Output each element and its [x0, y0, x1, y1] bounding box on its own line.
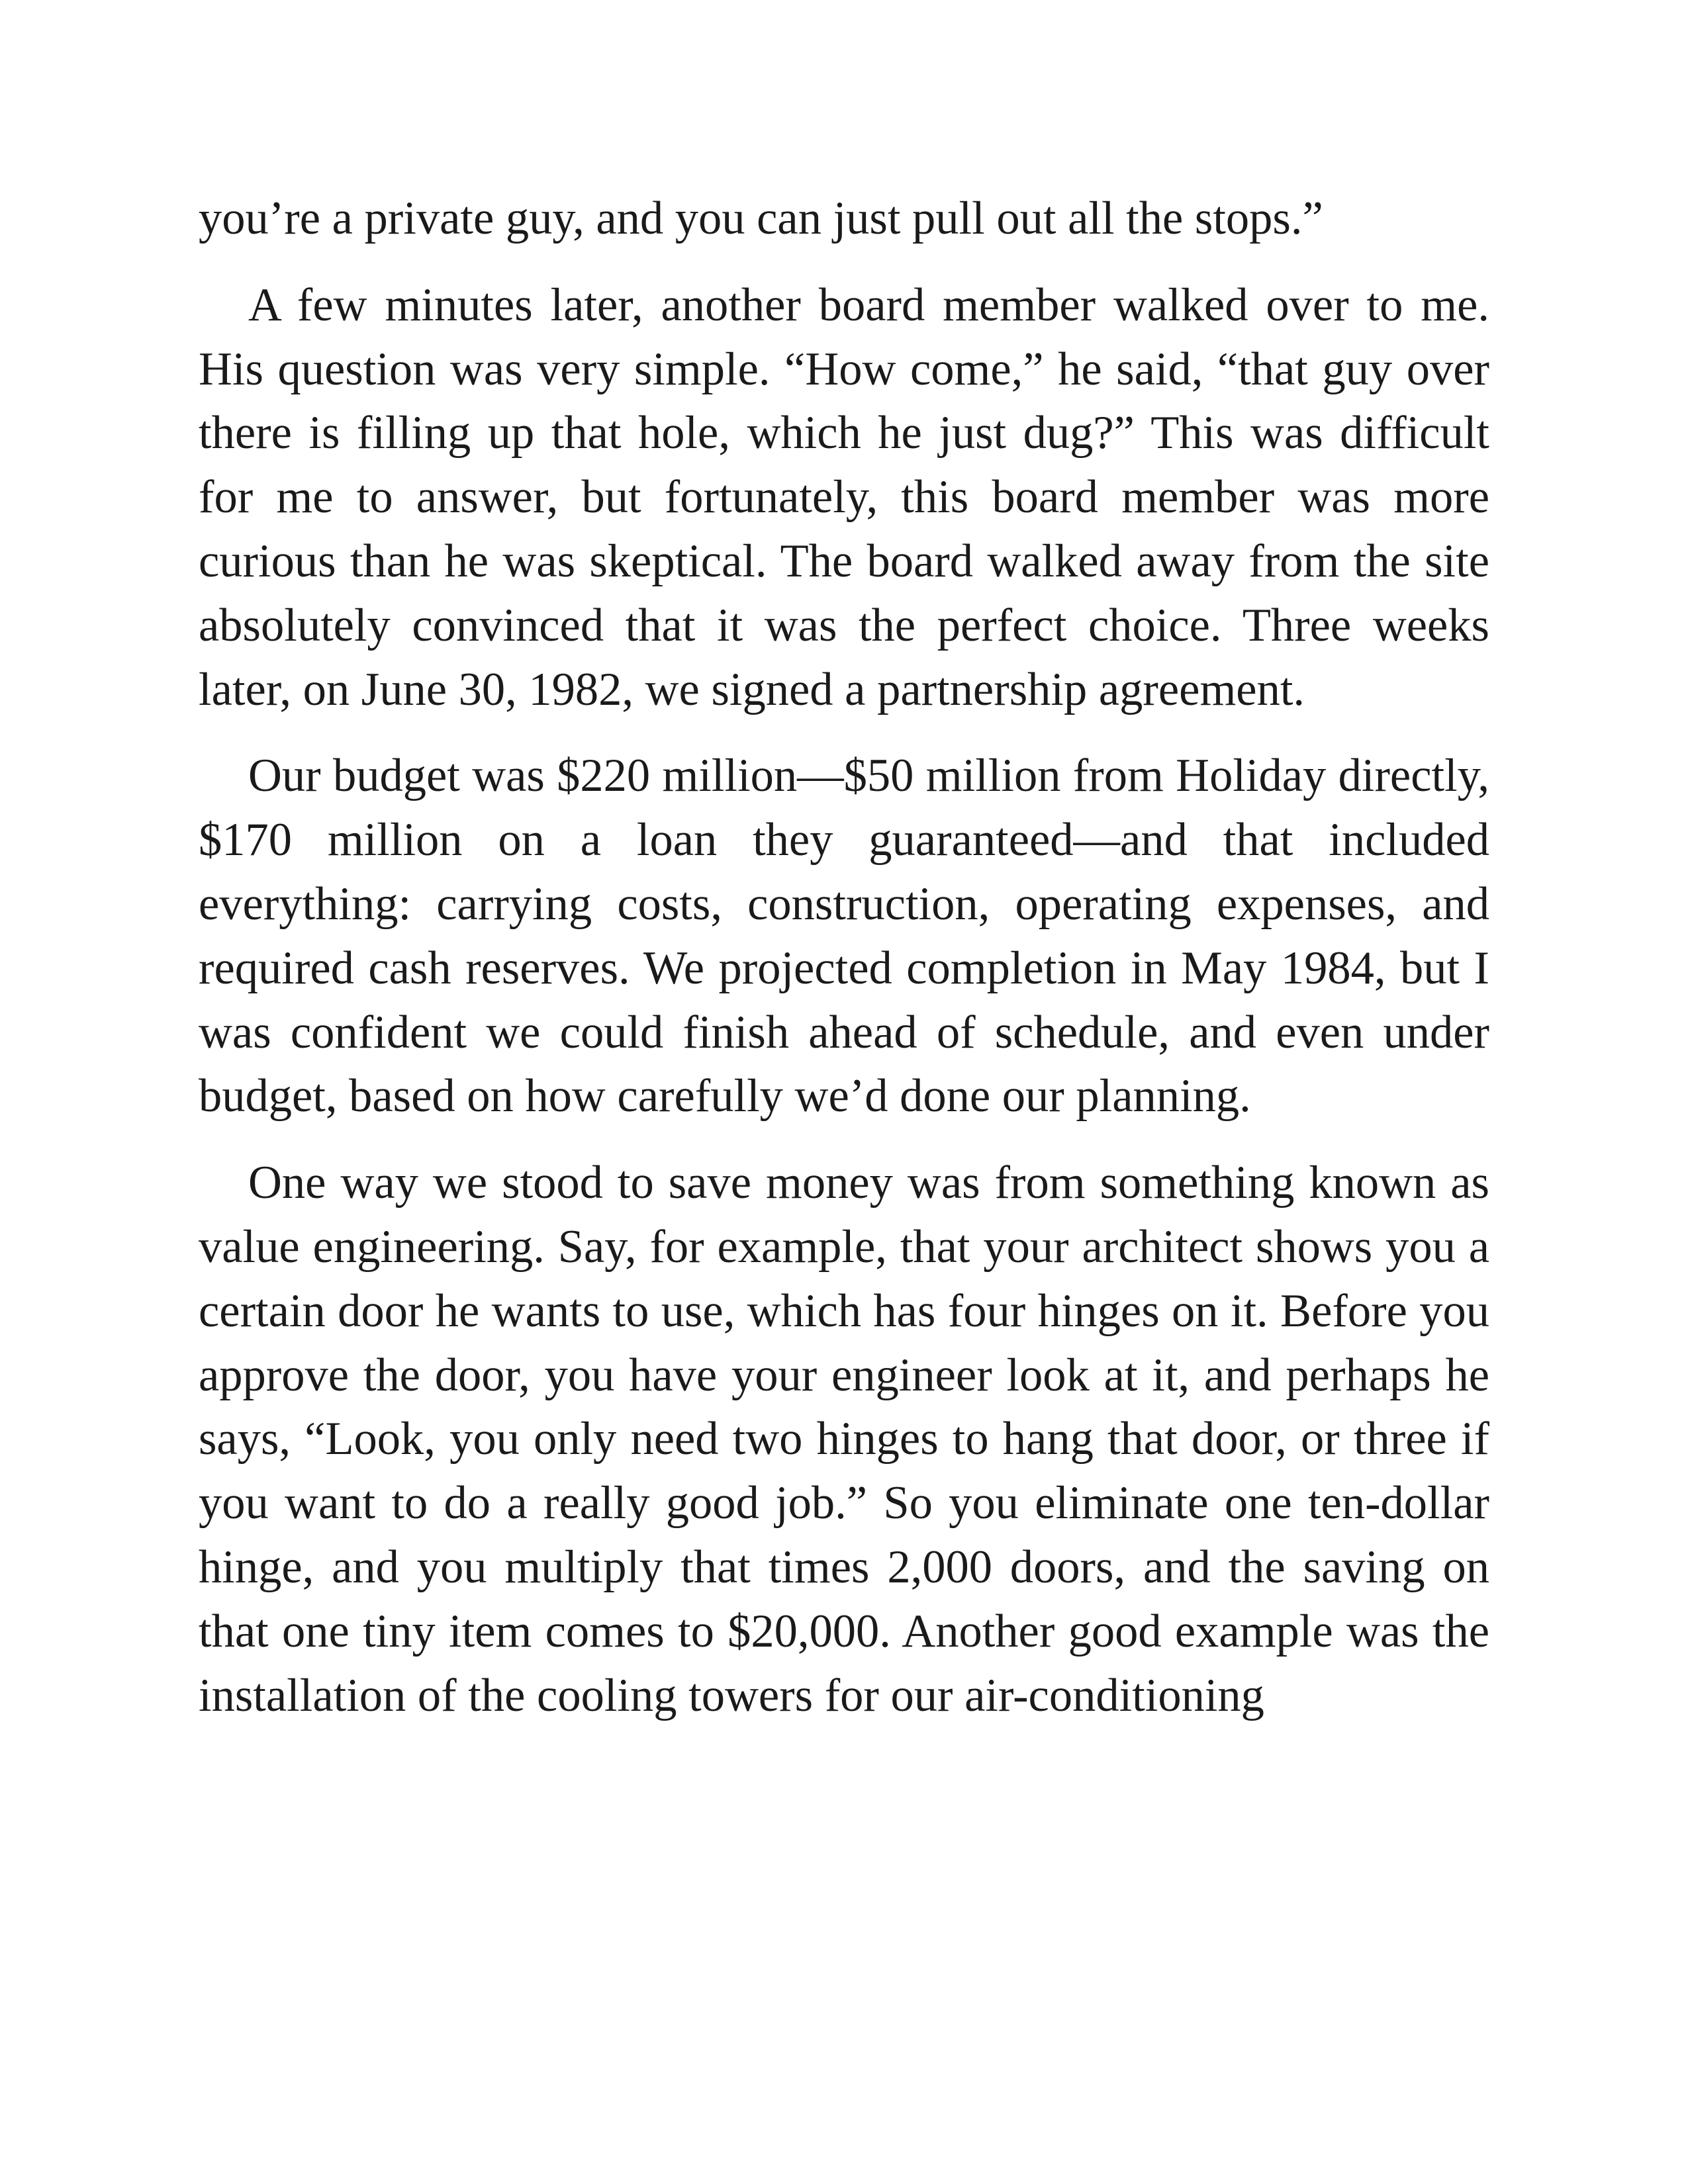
paragraph-board-member: A few minutes later, another board member walked over to me. His question was very simple. “How come,” he said, “that guy over there is filling up that hole, which he just dug?” This was difficult for me to answer, but fortunately, this board member was more curious than he was skeptical. The board walked away from the site absolutely convinced that it was the perfect choice. Three weeks later, on June 30, 1982, we signed a partnership agreement. — [199, 279, 1489, 715]
paragraph-budget: Our budget was $220 million—$50 million from Holiday directly, $170 million on a loan they guaranteed—and that included everything: carrying costs, construction, operating expenses, and required cash reserves. We projected completion in May 1984, but I was confident we could finish ahead of schedule, and even under budget, based on how carefully we’d done our planning. — [199, 750, 1489, 1122]
body-text — [199, 187, 1489, 1727]
paragraph-continued: you’re a private guy, and you can just pull out all the stops.” — [199, 193, 1323, 244]
paragraph-value-engineering: One way we stood to save money was from something known as value engineering. Say, for example, that your architect shows you a certain door he wants to use, which has four hinges on it. Before you approve the door, you have your engineer look at it, and perhaps he says, “Look, you only need two hinges to hang that door, or three if you want to do a really good job.” So you eliminate one ten-dollar hinge, and you multiply that times 2,000 doors, and the saving on that one tiny item comes to $20,000. Another good example was the installation of the cooling towers for our air-conditioning — [199, 1157, 1489, 1721]
